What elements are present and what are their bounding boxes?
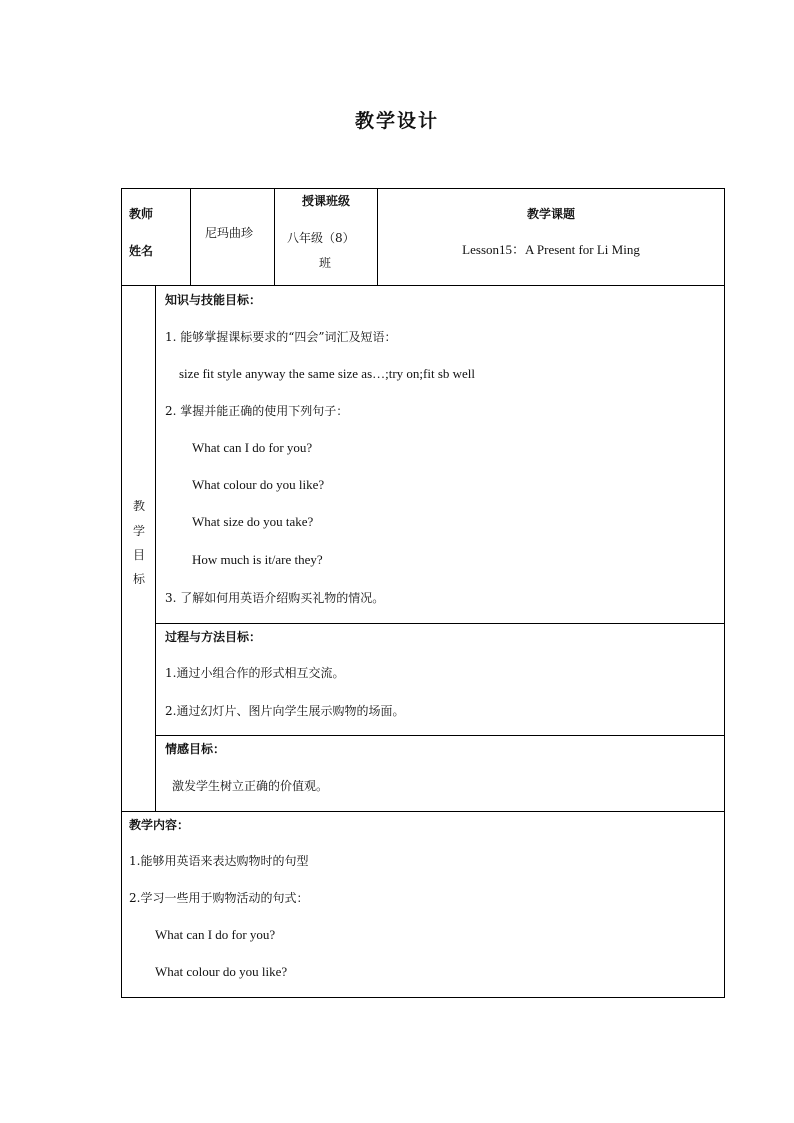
objectives-row-divider — [121, 811, 725, 812]
topic-label: 教学课题 — [526, 207, 575, 221]
objectives-label-char-4: 标 — [133, 572, 146, 586]
content-sentence: What can I do for you? — [155, 927, 276, 942]
knowledge-sentence: How much is it/are they? — [192, 552, 323, 567]
teacher-name: 尼玛曲珍 — [205, 226, 254, 240]
process-item: 1.通过小组合作的形式相互交流。 — [165, 666, 345, 680]
content-heading: 教学内容： — [129, 818, 190, 832]
knowledge-sentence: What colour do you like? — [192, 477, 325, 492]
content-item-2: 2.学习一些用于购物活动的句式： — [129, 891, 309, 905]
knowledge-item-2: 2. 掌握并能正确的使用下列句子： — [165, 404, 349, 418]
knowledge-section-divider — [155, 623, 725, 624]
content-item-1: 1.能够用英语来表达购物时的句型 — [129, 854, 309, 868]
teacher-label-line2: 姓名 — [129, 244, 154, 258]
knowledge-vocab: size fit style anyway the same size as…;try on;fit sb well — [179, 366, 476, 381]
knowledge-sentence: What can I do for you? — [192, 440, 313, 455]
topic-value: Lesson15：A Present for Li Ming — [462, 242, 640, 257]
table-border-right — [724, 188, 725, 998]
process-heading: 过程与方法目标： — [165, 630, 262, 644]
table-border-bottom — [121, 997, 725, 998]
table-border-left — [121, 188, 122, 998]
class-label: 授课班级 — [301, 194, 350, 208]
lesson-plan-table — [121, 188, 725, 997]
content-sentence: What colour do you like? — [155, 964, 288, 979]
emotion-item: 激发学生树立正确的价值观。 — [172, 779, 329, 793]
knowledge-sentence: What size do you take? — [192, 514, 314, 529]
class-value-line1: 八年级（8） — [287, 231, 355, 245]
knowledge-item-3: 3. 了解如何用英语介绍购买礼物的情况。 — [165, 591, 385, 605]
objectives-label-char-2: 学 — [133, 524, 146, 538]
objectives-label-divider — [155, 285, 156, 811]
emotion-heading: 情感目标： — [165, 742, 226, 756]
knowledge-item-1: 1. 能够掌握课标要求的“四会”词汇及短语： — [165, 330, 397, 344]
header-col-divider-3 — [377, 188, 378, 285]
table-border-top — [121, 188, 725, 189]
header-row-divider — [121, 285, 725, 286]
objectives-label-char-3: 目 — [133, 548, 146, 562]
teacher-label-line1: 教师 — [129, 207, 154, 221]
objectives-label-char-1: 教 — [133, 499, 146, 513]
header-col-divider-1 — [190, 188, 191, 285]
process-section-divider — [155, 735, 725, 736]
process-item: 2.通过幻灯片、图片向学生展示购物的场面。 — [165, 704, 405, 718]
page-title: 教学设计 — [354, 110, 439, 132]
knowledge-heading: 知识与技能目标： — [165, 293, 262, 307]
class-value-line2: 班 — [319, 256, 332, 270]
